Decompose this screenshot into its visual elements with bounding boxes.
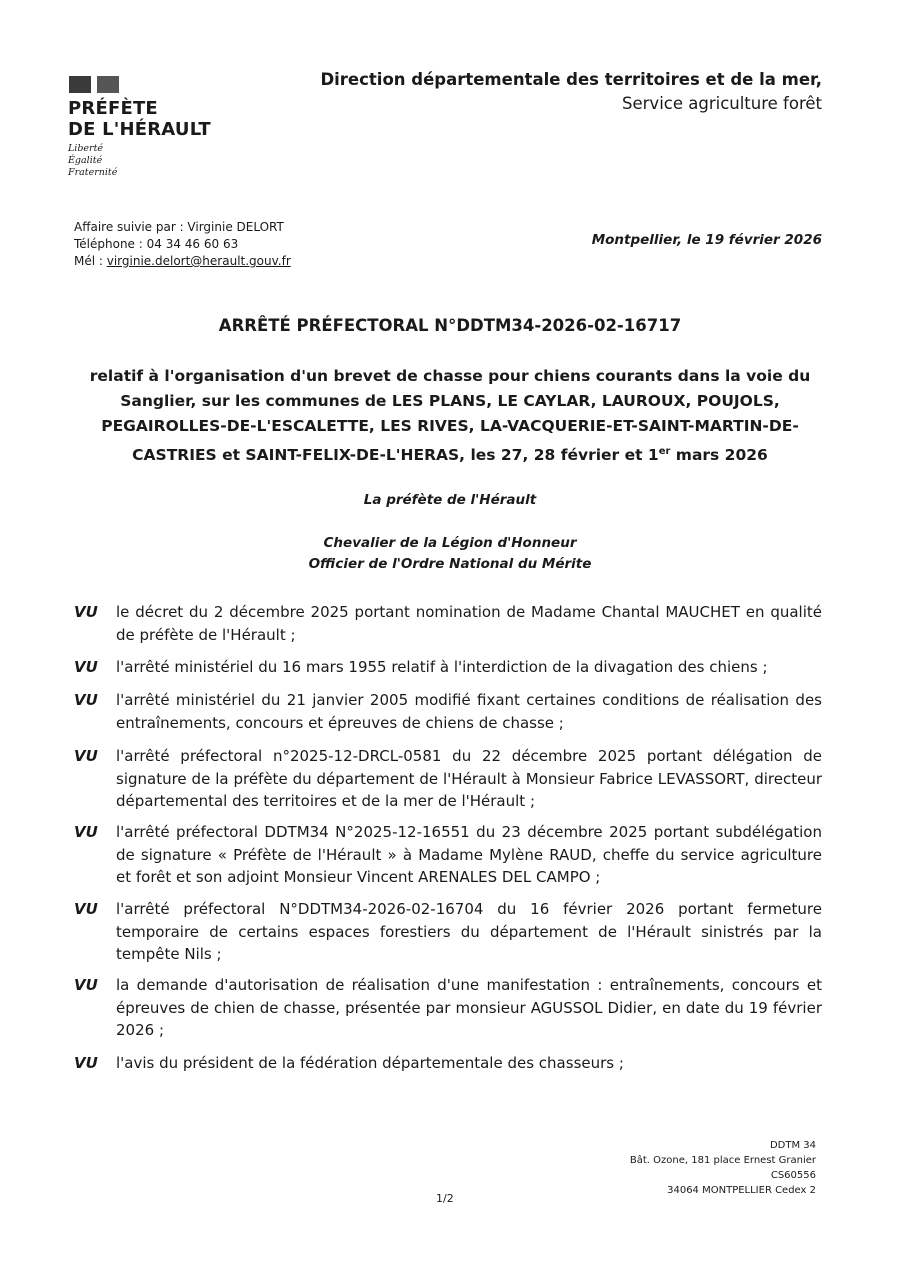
- vu-label: VU: [74, 747, 98, 765]
- vu-label: VU: [74, 976, 98, 994]
- logo-line: DE L'HÉRAULT: [68, 119, 211, 140]
- document-subtitle: [70, 364, 830, 468]
- signer-title: Officier de l'Ordre National du Mérite: [308, 556, 592, 572]
- email-link[interactable]: virginie.delort@herault.gouv.fr: [106, 254, 291, 268]
- vu-item: [74, 821, 822, 889]
- vu-text: l'avis du président de la fédération départementale des chasseurs ;: [116, 1054, 624, 1072]
- contact-block: [74, 219, 291, 270]
- document-title: ARRÊTÉ PRÉFECTORAL N°DDTM34-2026-02-16717: [218, 316, 682, 335]
- vu-text: l'arrêté ministériel du 16 mars 1955 relatif à l'interdiction de la divagation des chiens ;: [116, 658, 768, 676]
- logo-line: PRÉFÈTE: [68, 98, 158, 119]
- footer-address: [630, 1138, 816, 1198]
- vu-item: [74, 656, 822, 679]
- footer-line: DDTM 34: [769, 1140, 816, 1151]
- motto-line: Fraternité: [68, 167, 118, 178]
- email-label: Mél :: [74, 254, 107, 268]
- footer-line: Bât. Ozone, 181 place Ernest Granier: [629, 1155, 816, 1166]
- vu-text: l'arrêté ministériel du 21 janvier 2005 modifié fixant certaines conditions de réalisation des entraînements, concours et épreuves de chiens de chasse ;: [116, 691, 822, 732]
- contact-phone: Téléphone : 04 34 46 60 63: [74, 237, 239, 251]
- vu-label: VU: [74, 1054, 98, 1072]
- signer-title: Chevalier de la Légion d'Honneur: [323, 535, 577, 551]
- vu-text: la demande d'autorisation de réalisation d'une manifestation : entraînements, concours et épreuves de chien de chasse, présentée par monsieur AGUSSOL Didier, en date du 19 février 2026 ;: [116, 976, 822, 1039]
- subtitle-end: mars 2026: [670, 446, 768, 465]
- vu-item: [74, 601, 822, 646]
- marianne-logo-icon: [69, 76, 119, 93]
- document-date: Montpellier, le 19 février 2026: [591, 232, 822, 248]
- vu-label: VU: [74, 691, 98, 709]
- page-number: 1/2: [436, 1192, 454, 1205]
- subtitle-sup: er: [658, 446, 671, 457]
- signer-name: La préfète de l'Hérault: [363, 492, 537, 508]
- vu-label: VU: [74, 823, 98, 841]
- vu-item: [74, 1052, 822, 1075]
- prefecture-logo-name: [68, 98, 211, 140]
- footer-line: 34064 MONTPELLIER Cedex 2: [667, 1185, 816, 1196]
- vu-item: [74, 745, 822, 813]
- service-name: Service agriculture forêt: [622, 94, 822, 113]
- republic-motto: [68, 143, 117, 179]
- vu-text: l'arrêté préfectoral n°2025-12-DRCL-0581 du 22 décembre 2025 portant délégation de signature de la préfète du département de l'Hérault à Monsieur Fabrice LEVASSORT, directeur départemental des territoires et de la mer de l'Hérault ;: [116, 747, 822, 810]
- contact-person: Affaire suivie par : Virginie DELORT: [74, 220, 284, 234]
- vu-text: le décret du 2 décembre 2025 portant nomination de Madame Chantal MAUCHET en qualité de préfète de l'Hérault ;: [116, 603, 822, 644]
- footer-line: CS60556: [770, 1170, 816, 1181]
- subtitle-text: relatif à l'organisation d'un brevet de chasse pour chiens courants dans la voie du Sanglier, sur les communes de LES PLANS, LE CAYLAR, LAUROUX, POUJOLS, PEGAIROLLES-DE-L'ESCALETTE, LES RIVES, LA-VACQUERIE-ET-SAINT-MARTIN-DE-CASTRIES et SAINT-FELIX-DE-L'HERAS, les 27, 28 février et 1: [89, 367, 811, 465]
- vu-label: VU: [74, 658, 98, 676]
- issuing-department: [320, 68, 822, 116]
- vu-text: l'arrêté préfectoral N°DDTM34-2026-02-16704 du 16 février 2026 portant fermeture temporaire de certains espaces forestiers du département de l'Hérault sinistrés par la tempête Nils ;: [116, 900, 822, 963]
- vu-item: [74, 898, 822, 966]
- vu-text: l'arrêté préfectoral DDTM34 N°2025-12-16551 du 23 décembre 2025 portant subdélégation de signature « Préfète de l'Hérault » à Madame Mylène RAUD, cheffe du service agriculture et forêt et son adjoint Monsieur Vincent ARENALES DEL CAMPO ;: [116, 823, 822, 886]
- vu-label: VU: [74, 603, 98, 621]
- vu-item: [74, 974, 822, 1042]
- vu-item: [74, 689, 822, 734]
- motto-line: Liberté: [68, 143, 104, 154]
- vu-label: VU: [74, 900, 98, 918]
- motto-line: Égalité: [68, 155, 103, 166]
- direction-name: Direction départementale des territoires et de la mer,: [320, 70, 822, 89]
